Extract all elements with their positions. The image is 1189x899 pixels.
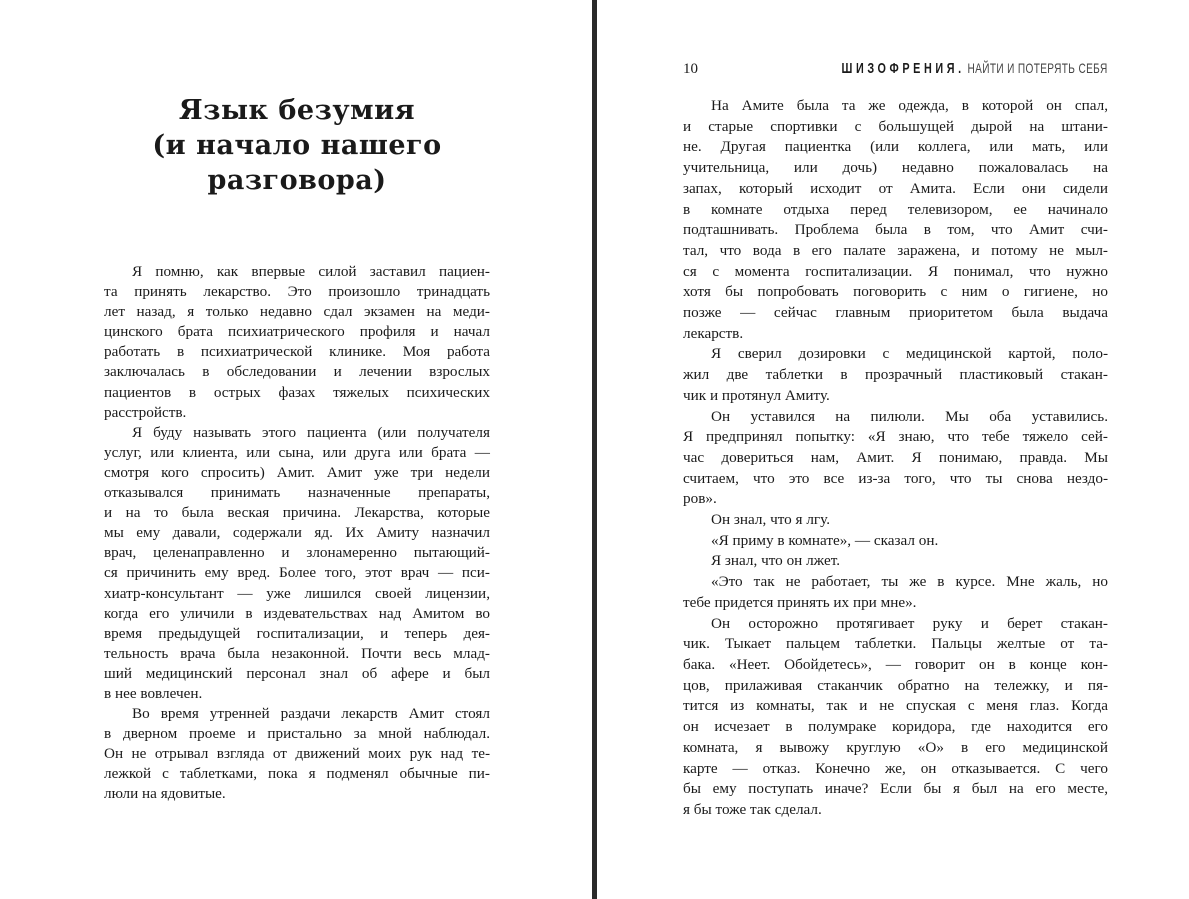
paragraph [104,423,490,704]
text-line: хиатр-консультант — уже лишился своей лицензии, [104,584,490,602]
text-line: мы ему давали, содержали яд. Их Амиту назначил [104,524,490,542]
left-page [0,0,592,899]
text-line: тебе придется принять их при мне». [683,593,917,611]
text-line: позже — сейчас главным приоритетом была выдача [683,304,1108,322]
text-line: Я знал, что он лжет. [711,552,840,570]
text-line: пациентов в острых фазах тяжелых психических [104,383,490,401]
running-header [683,60,1108,80]
paragraph [104,262,490,423]
paragraph [683,551,1108,572]
text-line: «Я приму в комнате», — сказал он. [711,531,939,549]
text-line: Я буду называть этого пациента (или получателя [132,423,490,441]
text-line: Я сверил дозировки с медицинской картой, поло- [711,345,1108,363]
text-line: и старые спортивки с большущей дырой на штани- [683,117,1108,135]
chapter-title [104,93,490,198]
text-line: он исчезает в полумраке коридора, где находится его [683,718,1108,736]
right-page [598,0,1189,899]
text-line: жил две таблетки в прозрачный пластиковый стакан- [683,366,1108,384]
body-text [683,96,1108,821]
text-line: запах, который исходит от Амита. Если они сидели [683,179,1108,197]
text-line: время предыдущей госпитализации, и теперь дея- [104,624,490,642]
paragraph [104,704,490,804]
text-line: бы ему поступать иначе? Если бы я был на его месте, [683,780,1108,798]
text-line: в нее вовлечен. [104,684,203,702]
paragraph [683,572,1108,613]
text-line: тал, что вода в его палате заражена, и потому не мыл- [683,241,1108,259]
text-line: «Это так не работает, ты же в курсе. Мне жаль, но [711,573,1108,591]
text-line: лет назад, я только недавно сдал экзамен на меди- [104,303,490,321]
page-number: 10 [683,61,698,77]
text-line: хотя бы попробовать поговорить с ним о гигиене, но [683,283,1108,301]
paragraph [683,344,1108,406]
text-line: ся с момента госпитализации. Я понимал, что нужно [683,262,1108,280]
paragraph [683,510,1108,531]
text-line: ся причинить ему вред. Более того, этот врач — пси- [104,564,490,582]
text-line: тится из комнаты, так и не спуская с меня глаз. Когда [683,697,1108,715]
text-line: расстройств. [104,403,187,421]
text-line: цинского брата психиатрического профиля и начал [104,323,490,341]
text-line: услуг, или клиента, или сына, или друга или брата — [104,443,490,461]
text-line: я бы тоже так сделал. [683,800,822,818]
text-line: бака. «Неет. Обойдетесь», — говорит он в конце кон- [683,655,1108,673]
text-line: работать в психиатрической клинике. Моя работа [104,343,490,361]
text-line: ров». [683,490,717,508]
text-line: та принять лекарство. Это произошло тринадцать [104,283,490,301]
text-line: подташнивать. Проблема была в том, что Амит счи- [683,221,1108,239]
text-line: и на то была веская причина. Лекарства, которые [104,504,490,522]
text-line: Во время утренней раздачи лекарств Амит стоял [132,705,490,723]
text-line: ший медицинский персонал знал об афере и был [104,664,490,682]
text-line: чик. Тыкает пальцем таблетки. Пальцы желтые от та- [683,635,1108,653]
text-line: Он осторожно протягивает руку и берет стакан- [711,614,1108,632]
text-line: не. Другая пациентка (или коллега, или мать, или [683,138,1108,156]
text-line: считаем, что это все из-за того, что ты снова нездо- [683,469,1108,487]
text-line: учительница, или дочь) недавно пожаловалась на [683,159,1108,177]
running-head-title [842,60,1108,77]
paragraph [683,96,1108,344]
text-line: Я предпринял попытку: «Я знаю, что тебе тяжело сей- [683,428,1108,446]
chapter-title-line: (и начало нашего [152,130,442,161]
text-line: Он уставился на пилюли. Мы оба уставились. [711,407,1108,425]
text-line: лежкой с таблетками, пока я подменял обычные пи- [104,765,490,783]
text-line: Я помню, как впервые силой заставил пациен- [132,263,490,280]
text-line: комната, я вывожу круглую «О» в его медицинской [683,738,1108,756]
text-line: Он знал, что я лгу. [711,511,830,529]
text-line: тельность врача была незаконной. Почти весь млад- [104,644,490,662]
running-head-bold: ШИЗОФРЕНИЯ. [841,60,966,77]
paragraph [683,531,1108,552]
paragraph [683,614,1108,821]
text-line: Он не отрывал взгляда от движений моих рук над те- [104,745,490,763]
text-line: когда его уличили в издевательствах над Амитом во [104,604,490,622]
text-line: смотря кого спросить) Амит. Амит уже три недели [104,463,490,481]
text-line: отказывался принимать назначенные препараты, [104,484,490,502]
text-line: люли на ядовитые. [104,785,226,803]
text-line: в комнате отдыха перед телевизором, ее начинало [683,200,1108,218]
text-line: заключалась в обследовании и лечении взрослых [104,363,490,381]
chapter-title-line: Язык безумия [178,95,416,126]
text-line: цов, прилаживая стаканчик обратно на тележку, и пя- [683,676,1108,694]
text-line: карте — отказ. Конечно же, он отказывается. С чего [683,759,1108,777]
text-line: На Амите была та же одежда, в которой он спал, [711,97,1108,114]
running-head-subtitle: НАЙТИ И ПОТЕРЯТЬ СЕБЯ [967,60,1108,76]
paragraph [683,407,1108,511]
text-line: чик и протянул Амиту. [683,386,830,404]
book-spine-divider [592,0,597,899]
text-line: врач, целенаправленно и злонамеренно пытающий- [104,544,490,562]
chapter-title-line: разговора) [207,165,387,196]
body-text [104,262,490,805]
text-line: в дверном проеме и пристально за мной наблюдал. [104,725,490,743]
text-line: лекарств. [683,324,744,342]
text-line: час довериться нам, Амит. Я понимаю, правда. Мы [683,448,1108,466]
